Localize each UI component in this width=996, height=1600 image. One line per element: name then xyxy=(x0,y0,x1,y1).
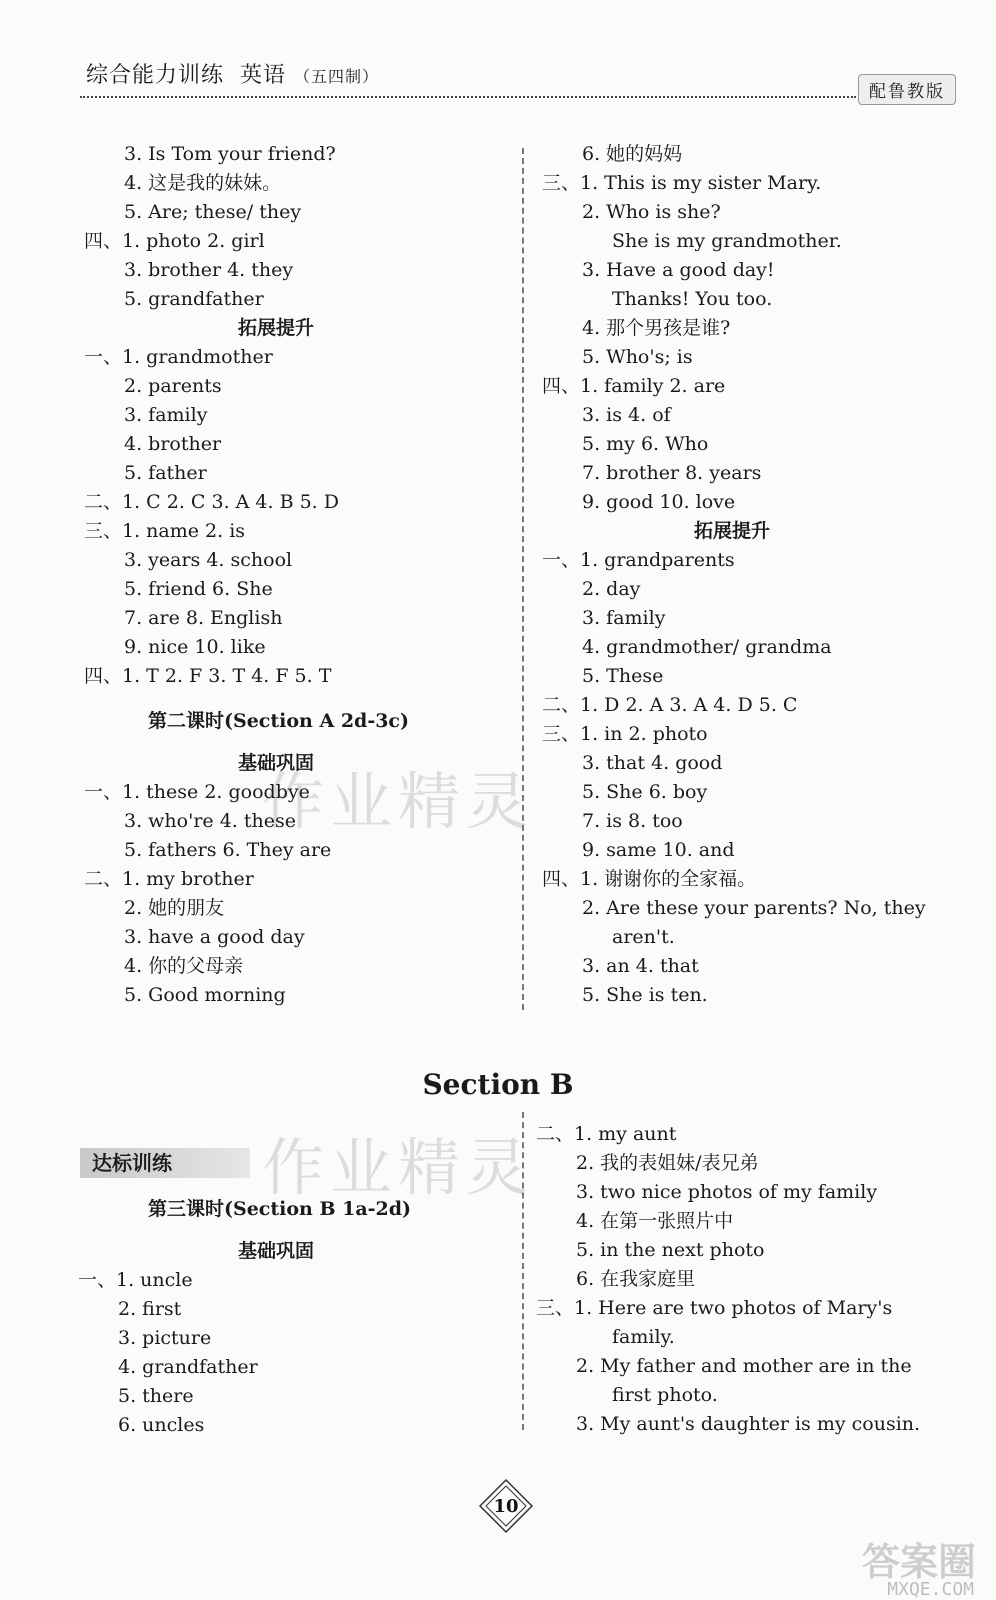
answer-line: 5. grandfather xyxy=(124,288,264,310)
answer-line: 7. are 8. English xyxy=(124,607,283,629)
answer-line: 3. brother 4. they xyxy=(124,259,294,281)
answer-line: 4. grandfather xyxy=(118,1356,258,1378)
answer-line: 3. years 4. school xyxy=(124,549,293,571)
answer-line: 四、1. T 2. F 3. T 4. F 5. T xyxy=(84,665,332,687)
answer-line: 6. 她的妈妈 xyxy=(582,143,683,165)
answer-line: 2. Who is she? xyxy=(582,201,721,223)
answer-line: 5. father xyxy=(124,462,207,484)
answer-line: 4. 那个男孩是谁? xyxy=(582,317,731,339)
edition-badge: 配鲁教版 xyxy=(858,74,956,105)
site-url: MXQE.COM xyxy=(887,1579,974,1600)
answer-line: 3. two nice photos of my family xyxy=(576,1181,878,1203)
answer-line: 5. friend 6. She xyxy=(124,578,273,600)
answer-line: 9. good 10. love xyxy=(582,491,736,513)
answer-line: 二、1. C 2. C 3. A 4. B 5. D xyxy=(84,491,339,513)
page-number: 10 xyxy=(493,1496,519,1517)
answer-line: 3. have a good day xyxy=(124,926,305,948)
answer-line: 5. She is ten. xyxy=(582,984,708,1006)
answer-line: 2. 她的朋友 xyxy=(124,897,225,919)
answer-line: 一、1. these 2. goodbye xyxy=(84,781,310,803)
answer-line: 4. 这是我的妹妹。 xyxy=(124,172,282,194)
answer-line: 二、1. D 2. A 3. A 4. D 5. C xyxy=(542,694,798,716)
answer-line: 4. brother xyxy=(124,433,222,455)
subsection-heading: 拓展提升 xyxy=(238,317,315,339)
answer-line: 3. Have a good day! xyxy=(582,259,775,281)
answer-line: Thanks! You too. xyxy=(612,288,773,310)
watermark: 作业精灵 xyxy=(262,1131,535,1204)
answer-line: aren't. xyxy=(612,926,675,948)
answer-line: 3. that 4. good xyxy=(582,752,723,774)
answer-line: 3. family xyxy=(124,404,208,426)
answer-line: 7. brother 8. years xyxy=(582,462,762,484)
answer-line: 四、1. 谢谢你的全家福。 xyxy=(542,868,757,890)
answer-line: 2. first xyxy=(118,1298,182,1320)
answer-line: 二、1. my aunt xyxy=(536,1123,677,1145)
answer-line: 9. same 10. and xyxy=(582,839,735,861)
answer-line: 5. in the next photo xyxy=(576,1239,765,1261)
answer-line: family. xyxy=(612,1326,675,1348)
answer-line: 3. Is Tom your friend? xyxy=(124,143,336,165)
answer-line: 3. who're 4. these xyxy=(124,810,296,832)
answer-line: 5. my 6. Who xyxy=(582,433,709,455)
answer-line: 3. picture xyxy=(118,1327,212,1349)
answer-line: 2. 我的表姐妹/表兄弟 xyxy=(576,1152,759,1174)
watermark: 作业精灵 xyxy=(262,765,535,838)
answer-line: 3. an 4. that xyxy=(582,955,699,977)
answer-line: 2. day xyxy=(582,578,641,600)
section-title: Section B xyxy=(422,1068,574,1101)
answer-line: 二、1. my brother xyxy=(84,868,254,890)
answer-line: 9. nice 10. like xyxy=(124,636,266,658)
answer-line: 2. My father and mother are in the xyxy=(576,1355,912,1377)
answer-line: 3. is 4. of xyxy=(582,404,671,426)
answer-line: 6. 在我家庭里 xyxy=(576,1268,696,1290)
lesson-heading: 第三课时(Section B 1a-2d) xyxy=(148,1198,412,1220)
book-subject: 英语 xyxy=(240,63,287,88)
book-title: 综合能力训练 xyxy=(86,63,225,88)
answer-line: 三、1. This is my sister Mary. xyxy=(542,172,822,194)
answer-line: 5. Who's; is xyxy=(582,346,693,368)
lesson-heading: 第二课时(Section A 2d-3c) xyxy=(148,710,409,732)
answer-line: 一、1. uncle xyxy=(78,1269,193,1291)
answer-line: 2. parents xyxy=(124,375,222,397)
subsection-heading: 基础巩固 xyxy=(238,1240,315,1262)
answer-line: 3. My aunt's daughter is my cousin. xyxy=(576,1413,921,1435)
answer-line: first photo. xyxy=(612,1384,718,1406)
answer-line: 一、1. grandparents xyxy=(542,549,735,571)
book-edition: （五四制） xyxy=(294,67,380,86)
column-divider-top xyxy=(522,148,524,1010)
answer-line: 三、1. name 2. is xyxy=(84,520,246,542)
answer-line: 3. family xyxy=(582,607,666,629)
section-badge: 达标训练 xyxy=(80,1148,250,1178)
answer-line: 5. These xyxy=(582,665,664,687)
answer-line: 三、1. in 2. photo xyxy=(542,723,708,745)
answer-line: 4. 在第一张照片中 xyxy=(576,1210,734,1232)
answer-line: 5. Are; these/ they xyxy=(124,201,302,223)
answer-line: 2. Are these your parents? No, they xyxy=(582,897,926,919)
header-divider xyxy=(80,96,856,98)
page-number-badge xyxy=(478,1478,534,1534)
answer-line: 四、1. family 2. are xyxy=(542,375,726,397)
site-logo: 答案圈 xyxy=(861,1540,976,1584)
answer-line: 三、1. Here are two photos of Mary's xyxy=(536,1297,893,1319)
answer-line: 四、1. photo 2. girl xyxy=(84,230,265,252)
answer-line: 5. Good morning xyxy=(124,984,286,1006)
answer-line: 6. uncles xyxy=(118,1414,205,1436)
answer-line: 5. there xyxy=(118,1385,194,1407)
answer-line: 7. is 8. too xyxy=(582,810,683,832)
answer-line: 4. grandmother/ grandma xyxy=(582,636,832,658)
subsection-heading: 拓展提升 xyxy=(694,520,771,542)
subsection-heading: 基础巩固 xyxy=(238,752,315,774)
answer-line: 一、1. grandmother xyxy=(84,346,273,368)
page-header xyxy=(86,58,379,89)
answer-line: 5. fathers 6. They are xyxy=(124,839,332,861)
answer-line: She is my grandmother. xyxy=(612,230,842,252)
answer-line: 4. 你的父母亲 xyxy=(124,955,244,977)
answer-line: 5. She 6. boy xyxy=(582,781,708,803)
